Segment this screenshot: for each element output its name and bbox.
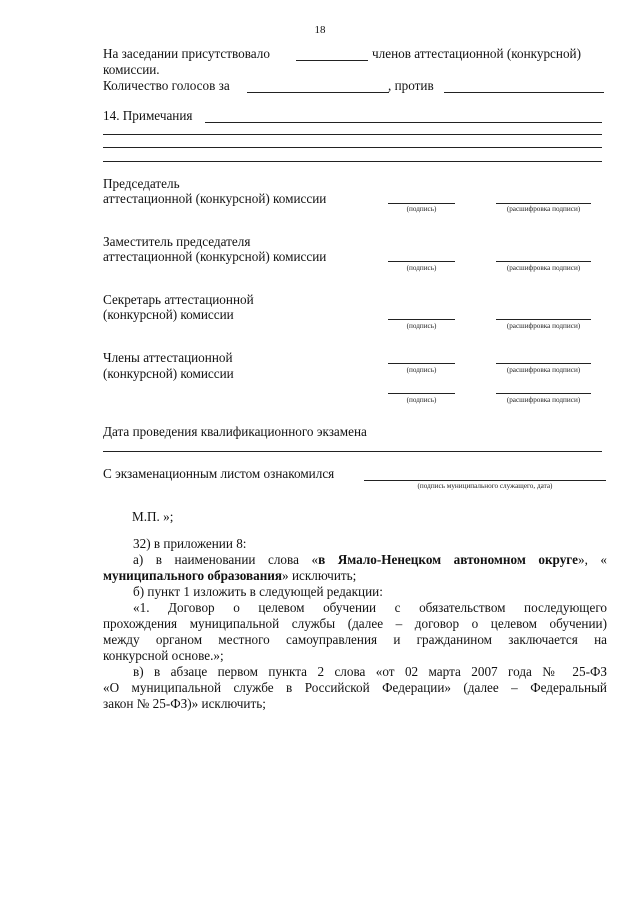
member2-decode-line[interactable] — [496, 393, 591, 394]
chair-signature-caption: (подпись) — [406, 205, 437, 213]
present-prefix: На заседании присутствовало — [103, 46, 270, 61]
chair-signature-line[interactable] — [388, 203, 455, 204]
quote-line-2: прохождения муниципальной службы (далее – договор о целевом обучении) — [103, 616, 607, 631]
deputy-signature-line[interactable] — [388, 261, 455, 262]
item-a-mid: », « — [577, 552, 607, 567]
exam-date-line[interactable] — [103, 451, 602, 452]
notes-line-1[interactable] — [205, 122, 602, 123]
secretary-signature-caption: (подпись) — [406, 322, 437, 330]
signatory-deputy-line1: Заместитель председателя — [103, 234, 251, 249]
signatory-secretary-line2: (конкурсной) комиссии — [103, 307, 234, 322]
item-v-line-2: «О муниципальной службе в Российской Федерации» (далее – Федеральный — [103, 680, 607, 695]
signatory-members-line1: Члены аттестационной — [103, 350, 233, 365]
notes-label: 14. Примечания — [103, 108, 193, 123]
member1-signature-caption: (подпись) — [406, 366, 437, 374]
signatory-chair-line1: Председатель — [103, 176, 180, 191]
member1-signature-line[interactable] — [388, 363, 455, 364]
signatory-secretary-line1: Секретарь аттестационной — [103, 292, 254, 307]
item-32: 32) в приложении 8: — [133, 536, 247, 551]
acquainted-line[interactable] — [364, 480, 606, 481]
member2-decode-caption: (расшифровка подписи) — [506, 396, 581, 404]
present-count-blank[interactable] — [296, 60, 368, 61]
chair-decode-line[interactable] — [496, 203, 591, 204]
item-a-bold-1: в Ямало-Ненецком автономном округе — [318, 552, 578, 567]
exam-date-label: Дата проведения квалификационного экзамена — [103, 424, 367, 439]
page-number: 18 — [314, 24, 326, 36]
signatory-deputy-line2: аттестационной (конкурсной) комиссии — [103, 249, 327, 264]
deputy-decode-caption: (расшифровка подписи) — [506, 264, 581, 272]
quote-line-4: конкурсной основе.»; — [103, 648, 224, 663]
item-v-line-1: в) в абзаце первом пункта 2 слова «от 02 марта 2007 года № 25-ФЗ — [133, 664, 607, 679]
member1-decode-line[interactable] — [496, 363, 591, 364]
item-b: б) пункт 1 изложить в следующей редакции: — [133, 584, 383, 599]
notes-line-3[interactable] — [103, 147, 602, 148]
deputy-signature-caption: (подпись) — [406, 264, 437, 272]
quote-line-1: «1. Договор о целевом обучении с обязательством последующего — [133, 600, 607, 615]
item-a — [133, 552, 607, 568]
notes-line-2[interactable] — [103, 134, 602, 135]
member2-signature-caption: (подпись) — [406, 396, 437, 404]
item-a-bold-2: муниципального образования — [103, 568, 283, 583]
secretary-signature-line[interactable] — [388, 319, 455, 320]
votes-for-blank[interactable] — [247, 92, 389, 93]
signatory-chair-line2: аттестационной (конкурсной) комиссии — [103, 191, 327, 206]
notes-line-4[interactable] — [103, 161, 602, 162]
present-cont: комиссии. — [103, 62, 160, 77]
votes-prefix: Количество голосов за — [103, 78, 230, 93]
item-a-pre: а) в наименовании слова « — [133, 552, 319, 567]
secretary-decode-line[interactable] — [496, 319, 591, 320]
quote-line-3: между органом местного самоуправления и гражданином заключается на — [103, 632, 607, 647]
signatory-members-line2: (конкурсной) комиссии — [103, 366, 234, 381]
votes-against-blank[interactable] — [444, 92, 604, 93]
member1-decode-caption: (расшифровка подписи) — [506, 366, 581, 374]
votes-against-label: , против — [388, 78, 434, 93]
stamp-mark: М.П. »; — [132, 509, 174, 524]
acquainted-label: С экзаменационным листом ознакомился — [103, 466, 335, 481]
item-a-cont — [103, 568, 356, 584]
secretary-decode-caption: (расшифровка подписи) — [506, 322, 581, 330]
item-a-post: » исключить; — [282, 568, 357, 583]
deputy-decode-line[interactable] — [496, 261, 591, 262]
chair-decode-caption: (расшифровка подписи) — [506, 205, 581, 213]
item-v-line-3: закон № 25-ФЗ)» исключить; — [103, 696, 266, 711]
member2-signature-line[interactable] — [388, 393, 455, 394]
acquainted-caption: (подпись муниципального служащего, дата) — [417, 482, 553, 490]
present-suffix: членов аттестационной (конкурсной) — [372, 46, 582, 61]
